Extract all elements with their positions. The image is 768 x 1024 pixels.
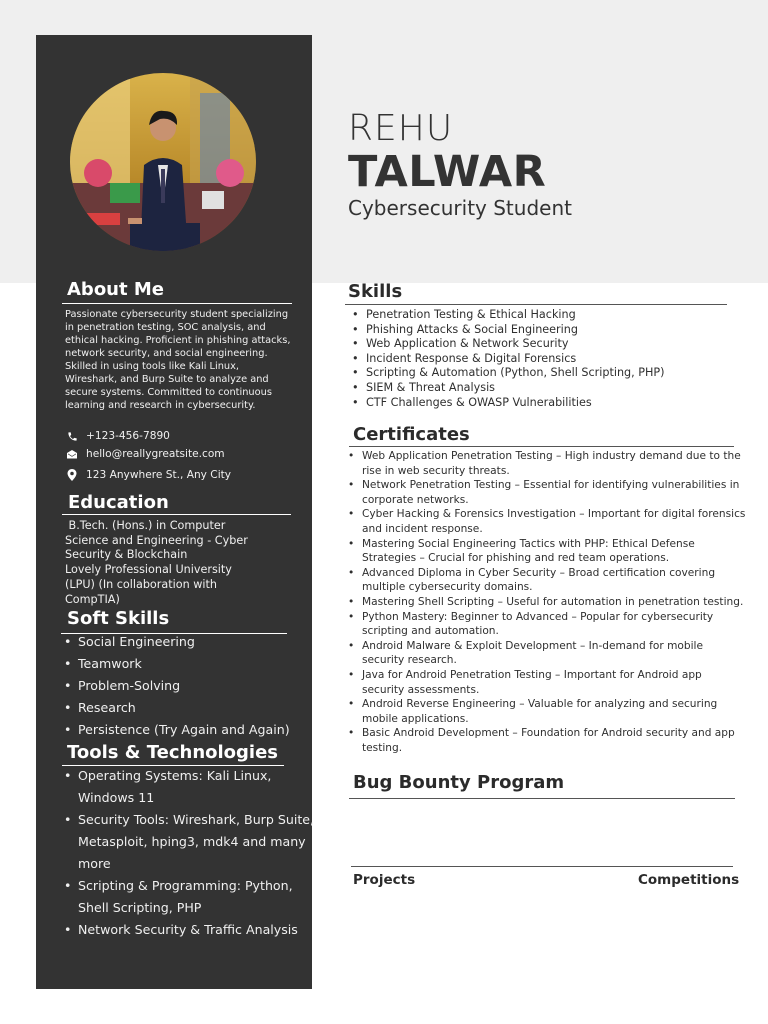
list-item: • Security Tools: Wireshark, Burp Suite, Metasploit, hping3, mdk4 and many more bbox=[62, 809, 314, 875]
list-item: • Research bbox=[62, 697, 290, 719]
email-icon bbox=[66, 448, 78, 460]
list-item: • Problem-Solving bbox=[62, 675, 290, 697]
email-text: hello@reallygreatsite.com bbox=[86, 448, 225, 460]
list-item: • Mastering Shell Scripting – Useful for automation in penetration testing. bbox=[348, 595, 746, 610]
list-item: • Cyber Hacking & Forensics Investigation – Important for digital forensics and incident response. bbox=[348, 507, 746, 536]
profile-photo bbox=[70, 73, 256, 251]
phone-icon bbox=[66, 430, 78, 442]
list-item: • Java for Android Penetration Testing – Important for Android app security assessments. bbox=[348, 668, 746, 697]
list-item: • Web Application Penetration Testing – High industry demand due to the rise in web security threats. bbox=[348, 449, 746, 478]
list-item: • Basic Android Development – Foundation for Android security and app testing. bbox=[348, 726, 746, 755]
certificates-divider bbox=[349, 446, 734, 447]
address-text: 123 Anywhere St., Any City bbox=[86, 469, 232, 481]
competitions-label: Competitions bbox=[638, 872, 740, 888]
list-item: • Penetration Testing & Ethical Hacking bbox=[348, 308, 665, 323]
about-heading: About Me bbox=[67, 279, 164, 300]
list-item: • Network Penetration Testing – Essential for identifying vulnerabilities in corporate networks. bbox=[348, 478, 746, 507]
list-item: • Android Malware & Exploit Development – In-demand for mobile security research. bbox=[348, 639, 746, 668]
certificates-list bbox=[348, 449, 746, 755]
projects-label: Projects bbox=[353, 872, 416, 888]
about-divider bbox=[62, 303, 292, 304]
phone-text: +123-456-7890 bbox=[86, 430, 170, 442]
last-name: TALWAR bbox=[348, 147, 547, 197]
tools-list bbox=[62, 765, 314, 941]
list-item: • Social Engineering bbox=[62, 631, 290, 653]
skills-divider bbox=[345, 304, 727, 305]
list-item: • Teamwork bbox=[62, 653, 290, 675]
certificates-heading: Certificates bbox=[353, 424, 470, 445]
education-details bbox=[65, 519, 300, 607]
list-item: • CTF Challenges & OWASP Vulnerabilities bbox=[348, 396, 665, 411]
list-item: • Scripting & Programming: Python, Shell Scripting, PHP bbox=[62, 875, 314, 919]
contact-phone bbox=[66, 430, 170, 442]
list-item: • Phishing Attacks & Social Engineering bbox=[348, 323, 665, 338]
location-pin-icon bbox=[66, 469, 78, 481]
list-item: • Scripting & Automation (Python, Shell Scripting, PHP) bbox=[348, 366, 665, 381]
bug-bounty-bottom-divider bbox=[351, 866, 733, 867]
list-item: • Operating Systems: Kali Linux, Windows 11 bbox=[62, 765, 314, 809]
list-item: • SIEM & Threat Analysis bbox=[348, 381, 665, 396]
bug-bounty-heading: Bug Bounty Program bbox=[353, 772, 565, 793]
skills-list bbox=[348, 308, 665, 410]
soft-skills-heading: Soft Skills bbox=[67, 608, 170, 629]
tools-heading: Tools & Technologies bbox=[67, 742, 279, 763]
list-item: • Persistence (Try Again and Again) bbox=[62, 719, 290, 741]
education-line: Lovely Professional University bbox=[65, 563, 232, 577]
education-line: Security & Blockchain bbox=[65, 548, 188, 562]
education-line: CompTIA) bbox=[65, 592, 120, 606]
about-text: Passionate cybersecurity student specializing in penetration testing, SOC analysis, and ethical hacking. Proficient in phishing attacks, network security, and social engineering. Skilled in using tools like Kali Linux, Wireshark, and Burp Suite to analyze and secure systems. Committed to continuous learning and research in cybersecurity. bbox=[65, 309, 291, 411]
list-item: • Web Application & Network Security bbox=[348, 337, 665, 352]
skills-heading: Skills bbox=[348, 281, 403, 302]
education-heading: Education bbox=[68, 492, 169, 513]
list-item: • Android Reverse Engineering – Valuable for analyzing and securing mobile applications. bbox=[348, 697, 746, 726]
contact-address bbox=[66, 469, 231, 481]
education-divider bbox=[62, 514, 291, 515]
list-item: • Python Mastery: Beginner to Advanced – Popular for cybersecurity scripting and automation. bbox=[348, 610, 746, 639]
contact-email bbox=[66, 448, 225, 460]
education-line: Science and Engineering - Cyber bbox=[65, 533, 248, 547]
first-name: REHU bbox=[348, 108, 454, 149]
list-item: • Mastering Social Engineering Tactics with PHP: Ethical Defense Strategies – Crucial for phishing and red team operations. bbox=[348, 537, 746, 566]
list-item: • Network Security & Traffic Analysis bbox=[62, 919, 314, 941]
education-line: B.Tech. (Hons.) in Computer bbox=[65, 519, 226, 532]
bug-bounty-divider bbox=[349, 798, 735, 799]
education-line: (LPU) (In collaboration with bbox=[65, 577, 217, 591]
list-item: • Incident Response & Digital Forensics bbox=[348, 352, 665, 367]
job-title: Cybersecurity Student bbox=[348, 196, 572, 220]
list-item: • Advanced Diploma in Cyber Security – Broad certification covering multiple cybersecurity domains. bbox=[348, 566, 746, 595]
soft-skills-list bbox=[62, 631, 290, 741]
